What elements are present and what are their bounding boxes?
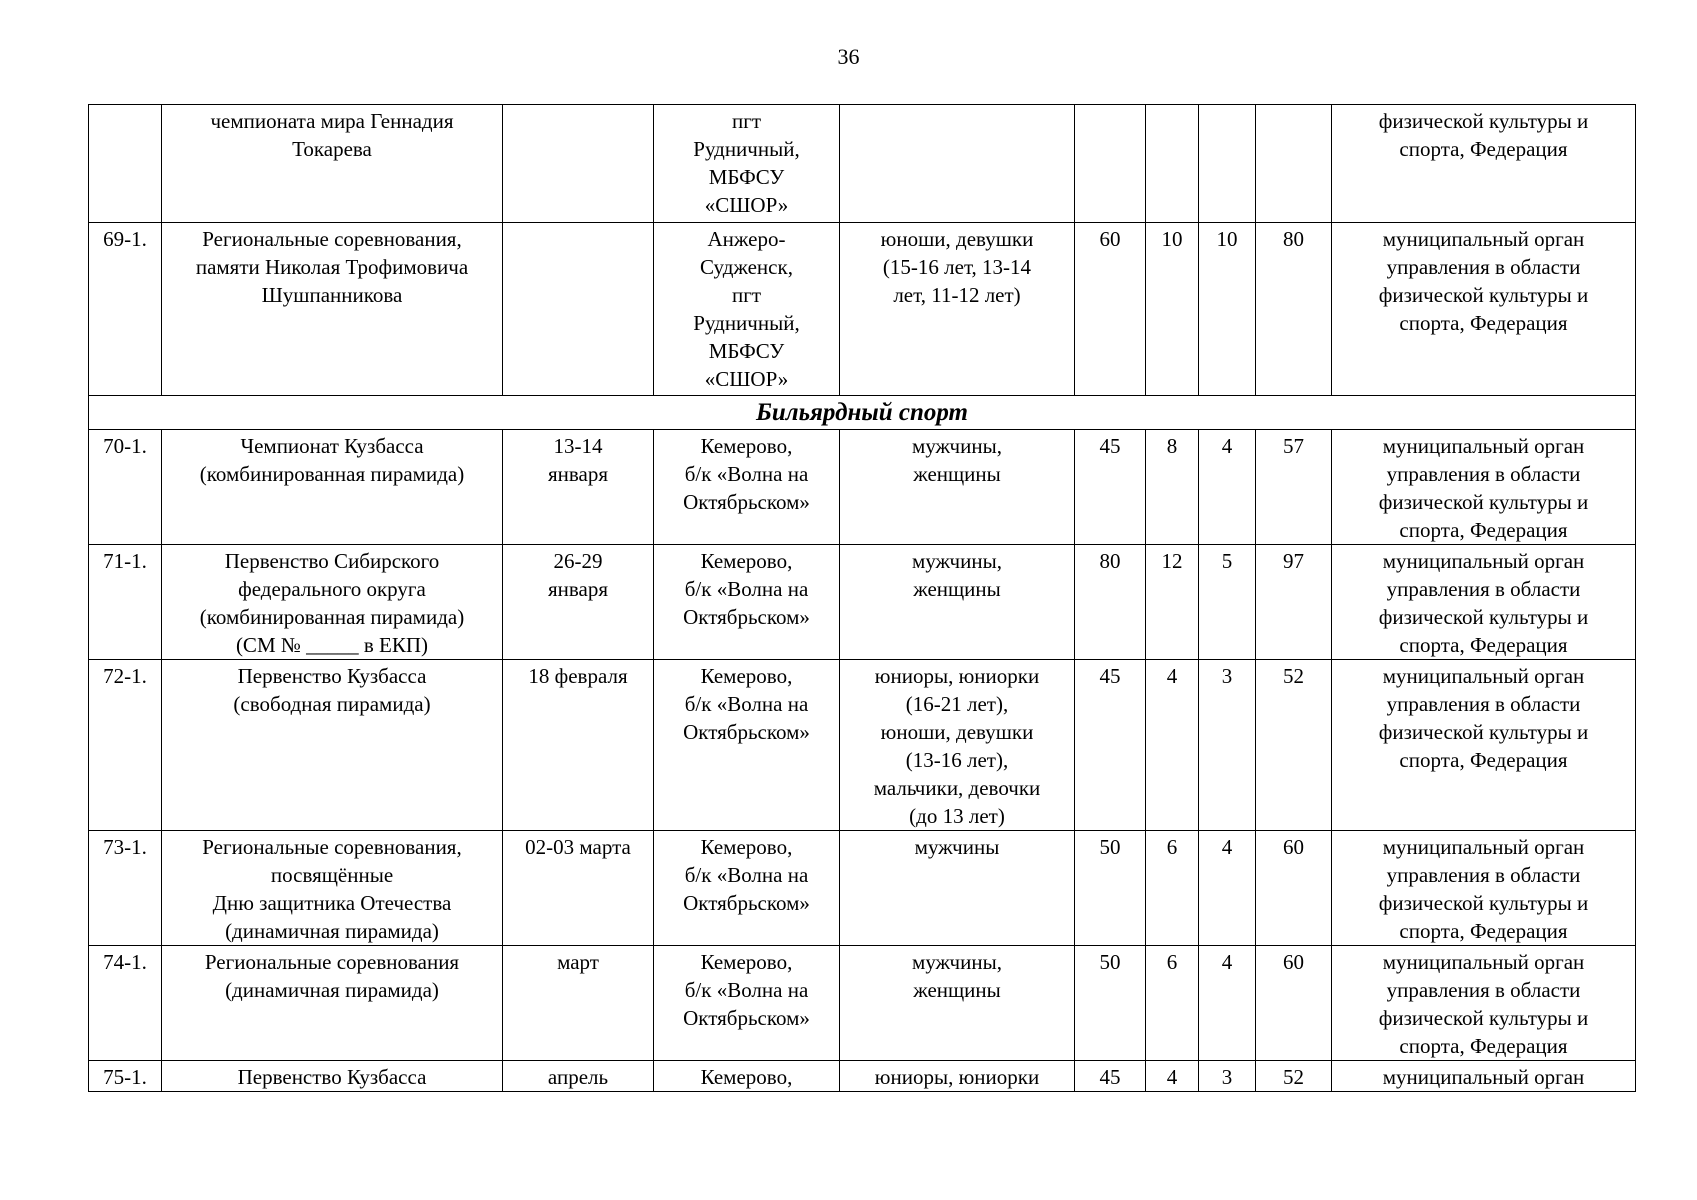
count-cell-2: 10: [1146, 223, 1199, 396]
dates-cell: [503, 223, 654, 396]
organizer-cell-line: муниципальный орган: [1382, 434, 1585, 458]
event-name-cell-line: памяти Николая Трофимовича: [195, 255, 469, 279]
organizer-cell-line: спорта, Федерация: [1399, 518, 1568, 542]
venue-cell-line: Рудничный,: [693, 311, 800, 335]
organizer-cell-line: спорта, Федерация: [1399, 311, 1568, 335]
organizer-cell: [1332, 105, 1636, 223]
count-cell-1: [1075, 105, 1146, 223]
participants-cell: [840, 946, 1075, 1061]
venue-cell: [654, 545, 840, 660]
dates-cell-line: января: [547, 577, 609, 601]
count-cell-1: 45: [1075, 660, 1146, 831]
organizer-cell: [1332, 430, 1636, 545]
participants-cell: [840, 545, 1075, 660]
organizer-cell-line: спорта, Федерация: [1399, 633, 1568, 657]
event-name-cell-line: Шушпанникова: [261, 283, 403, 307]
participants-cell-line: мальчики, девочки: [873, 776, 1041, 800]
event-name-cell-line: Чемпионат Кузбасса: [240, 434, 424, 458]
organizer-cell-line: муниципальный орган: [1382, 835, 1585, 859]
event-name-cell: [162, 223, 503, 396]
venue-cell-line: Октябрьском»: [683, 720, 810, 744]
row-number-cell: 74-1.: [89, 946, 162, 1061]
venue-cell-line: Кемерово,: [700, 434, 793, 458]
count-cell-1: 45: [1075, 1061, 1146, 1092]
venue-cell-line: Октябрьском»: [683, 490, 810, 514]
event-name-cell-line: федерального округа: [238, 577, 426, 601]
organizer-cell-line: физической культуры и: [1378, 283, 1589, 307]
venue-cell: [654, 430, 840, 545]
count-cell-2: [1146, 105, 1199, 223]
count-cell-3: 10: [1199, 223, 1256, 396]
organizer-cell: [1332, 660, 1636, 831]
organizer-cell-line: физической культуры и: [1378, 891, 1589, 915]
participants-cell-line: (13-16 лет),: [905, 748, 1009, 772]
participants-cell: [840, 105, 1075, 223]
venue-cell-line: Октябрьском»: [683, 1006, 810, 1030]
row-number-cell: [89, 105, 162, 223]
total-cell: 52: [1256, 660, 1332, 831]
section-row: [89, 396, 1636, 430]
participants-cell: [840, 660, 1075, 831]
total-cell: 97: [1256, 545, 1332, 660]
table-row: [89, 660, 1636, 831]
venue-cell-line: МБФСУ: [708, 339, 785, 363]
organizer-cell-line: физической культуры и: [1378, 1006, 1589, 1030]
event-name-cell: [162, 105, 503, 223]
row-number-cell: 73-1.: [89, 831, 162, 946]
organizer-cell: [1332, 946, 1636, 1061]
count-cell-1: 80: [1075, 545, 1146, 660]
venue-cell-line: Кемерово,: [700, 1065, 793, 1089]
count-cell-3: 4: [1199, 831, 1256, 946]
dates-cell: [503, 430, 654, 545]
event-name-cell-line: Первенство Кузбасса: [237, 664, 427, 688]
organizer-cell: [1332, 223, 1636, 396]
venue-cell-line: МБФСУ: [708, 165, 785, 189]
count-cell-2: 4: [1146, 660, 1199, 831]
participants-cell: [840, 831, 1075, 946]
total-cell: 60: [1256, 831, 1332, 946]
organizer-cell-line: физической культуры и: [1378, 490, 1589, 514]
dates-cell-line: января: [547, 462, 609, 486]
venue-cell-line: Октябрьском»: [683, 891, 810, 915]
organizer-cell-line: физической культуры и: [1378, 605, 1589, 629]
venue-cell: [654, 660, 840, 831]
count-cell-2: 6: [1146, 831, 1199, 946]
organizer-cell-line: спорта, Федерация: [1399, 919, 1568, 943]
total-cell: 80: [1256, 223, 1332, 396]
venue-cell-line: б/к «Волна на: [684, 462, 809, 486]
row-number-cell: 69-1.: [89, 223, 162, 396]
count-cell-1: 45: [1075, 430, 1146, 545]
organizer-cell-line: муниципальный орган: [1382, 664, 1585, 688]
row-number-cell: 70-1.: [89, 430, 162, 545]
dates-cell-line: 26-29: [553, 549, 603, 573]
venue-cell-line: Кемерово,: [700, 664, 793, 688]
count-cell-2: 4: [1146, 1061, 1199, 1092]
organizer-cell-line: управления в области: [1386, 255, 1581, 279]
participants-cell-line: юниоры, юниорки: [874, 664, 1040, 688]
organizer-cell-line: физической культуры и: [1378, 720, 1589, 744]
count-cell-1: 50: [1075, 831, 1146, 946]
count-cell-2: 12: [1146, 545, 1199, 660]
participants-cell-line: (до 13 лет): [909, 804, 1005, 828]
dates-cell-line: апрель: [547, 1065, 609, 1089]
table-row: [89, 1061, 1636, 1092]
participants-cell-line: мужчины,: [912, 950, 1002, 974]
dates-cell: [503, 105, 654, 223]
organizer-cell-line: спорта, Федерация: [1399, 1034, 1568, 1058]
event-name-cell: [162, 430, 503, 545]
table-row: [89, 105, 1636, 223]
events-table-body: [89, 105, 1636, 1092]
participants-cell-line: женщины: [913, 978, 1001, 1002]
dates-cell: [503, 1061, 654, 1092]
venue-cell-line: Рудничный,: [693, 137, 800, 161]
table-row: [89, 831, 1636, 946]
venue-cell-line: б/к «Волна на: [684, 692, 809, 716]
total-cell: 52: [1256, 1061, 1332, 1092]
dates-cell-line: март: [557, 950, 599, 974]
total-cell: 57: [1256, 430, 1332, 545]
event-name-cell-line: Первенство Сибирского: [224, 549, 440, 573]
count-cell-3: 3: [1199, 1061, 1256, 1092]
organizer-cell: [1332, 545, 1636, 660]
total-cell: 60: [1256, 946, 1332, 1061]
venue-cell-line: Октябрьском»: [683, 605, 810, 629]
count-cell-2: 6: [1146, 946, 1199, 1061]
dates-cell-line: 02-03 марта: [525, 835, 631, 859]
event-name-cell-line: Региональные соревнования,: [202, 835, 462, 859]
venue-cell-line: б/к «Волна на: [684, 577, 809, 601]
venue-cell: [654, 223, 840, 396]
participants-cell-line: юноши, девушки: [880, 720, 1034, 744]
venue-cell-line: «СШОР»: [704, 367, 789, 391]
organizer-cell-line: муниципальный орган: [1382, 950, 1585, 974]
participants-cell-line: юниоры, юниорки: [874, 1065, 1040, 1089]
section-title: Бильярдный спорт: [89, 396, 1636, 430]
organizer-cell-line: муниципальный орган: [1382, 549, 1585, 573]
venue-cell-line: Судженск,: [700, 255, 793, 279]
table-row: [89, 430, 1636, 545]
participants-cell: [840, 223, 1075, 396]
organizer-cell: [1332, 1061, 1636, 1092]
event-name-cell-line: Токарева: [292, 137, 372, 161]
event-name-cell-line: Региональные соревнования,: [202, 227, 462, 251]
organizer-cell-line: спорта, Федерация: [1399, 137, 1568, 161]
organizer-cell-line: муниципальный орган: [1382, 1065, 1585, 1089]
venue-cell: [654, 105, 840, 223]
venue-cell-line: Кемерово,: [700, 950, 793, 974]
count-cell-1: 60: [1075, 223, 1146, 396]
organizer-cell-line: управления в области: [1386, 577, 1581, 601]
event-name-cell: [162, 1061, 503, 1092]
count-cell-3: [1199, 105, 1256, 223]
dates-cell-line: 18 февраля: [528, 664, 628, 688]
event-name-cell: [162, 545, 503, 660]
venue-cell: [654, 946, 840, 1061]
count-cell-2: 8: [1146, 430, 1199, 545]
events-table: [88, 104, 1636, 1092]
participants-cell-line: женщины: [913, 462, 1001, 486]
venue-cell-line: пгт: [731, 109, 762, 133]
event-name-cell-line: Дню защитника Отечества: [212, 891, 452, 915]
venue-cell-line: Кемерово,: [700, 835, 793, 859]
row-number-cell: 71-1.: [89, 545, 162, 660]
row-number-cell: 72-1.: [89, 660, 162, 831]
count-cell-3: 5: [1199, 545, 1256, 660]
participants-cell: [840, 1061, 1075, 1092]
row-number-cell: 75-1.: [89, 1061, 162, 1092]
venue-cell-line: пгт: [731, 283, 762, 307]
venue-cell-line: б/к «Волна на: [684, 863, 809, 887]
count-cell-3: 3: [1199, 660, 1256, 831]
event-name-cell-line: (динамичная пирамида): [225, 919, 439, 943]
participants-cell-line: мужчины,: [912, 434, 1002, 458]
table-row: [89, 946, 1636, 1061]
participants-cell-line: женщины: [913, 577, 1001, 601]
participants-cell-line: юноши, девушки: [880, 227, 1034, 251]
organizer-cell-line: управления в области: [1386, 462, 1581, 486]
participants-cell-line: лет, 11-12 лет): [893, 283, 1021, 307]
dates-cell-line: 13-14: [553, 434, 603, 458]
event-name-cell-line: (динамичная пирамида): [225, 978, 439, 1002]
count-cell-3: 4: [1199, 946, 1256, 1061]
dates-cell: [503, 831, 654, 946]
participants-cell-line: мужчины,: [912, 549, 1002, 573]
count-cell-1: 50: [1075, 946, 1146, 1061]
venue-cell-line: Анжеро-: [707, 227, 786, 251]
participants-cell: [840, 430, 1075, 545]
count-cell-3: 4: [1199, 430, 1256, 545]
venue-cell-line: «СШОР»: [704, 193, 789, 217]
venue-cell-line: б/к «Волна на: [684, 978, 809, 1002]
organizer-cell-line: физической культуры и: [1378, 109, 1589, 133]
event-name-cell: [162, 660, 503, 831]
event-name-cell-line: (комбинированная пирамида): [199, 605, 465, 629]
total-cell: [1256, 105, 1332, 223]
event-name-cell-line: (СМ № _____ в ЕКП): [235, 633, 429, 657]
table-row: [89, 545, 1636, 660]
event-name-cell: [162, 831, 503, 946]
table-row: [89, 223, 1636, 396]
dates-cell: [503, 660, 654, 831]
organizer-cell-line: управления в области: [1386, 863, 1581, 887]
participants-cell-line: (15-16 лет, 13-14: [882, 255, 1032, 279]
event-name-cell-line: (комбинированная пирамида): [199, 462, 465, 486]
participants-cell-line: мужчины: [914, 835, 1000, 859]
page-number: 36: [837, 44, 860, 69]
venue-cell: [654, 1061, 840, 1092]
event-name-cell: [162, 946, 503, 1061]
participants-cell-line: (16-21 лет),: [905, 692, 1009, 716]
venue-cell-line: Кемерово,: [700, 549, 793, 573]
event-name-cell-line: Региональные соревнования: [204, 950, 460, 974]
event-name-cell-line: Первенство Кузбасса: [237, 1065, 427, 1089]
organizer-cell-line: спорта, Федерация: [1399, 748, 1568, 772]
event-name-cell-line: чемпионата мира Геннадия: [210, 109, 454, 133]
dates-cell: [503, 946, 654, 1061]
dates-cell: [503, 545, 654, 660]
organizer-cell-line: муниципальный орган: [1382, 227, 1585, 251]
organizer-cell-line: управления в области: [1386, 978, 1581, 1002]
organizer-cell: [1332, 831, 1636, 946]
event-name-cell-line: (свободная пирамида): [233, 692, 431, 716]
organizer-cell-line: управления в области: [1386, 692, 1581, 716]
venue-cell: [654, 831, 840, 946]
event-name-cell-line: посвящённые: [270, 863, 394, 887]
